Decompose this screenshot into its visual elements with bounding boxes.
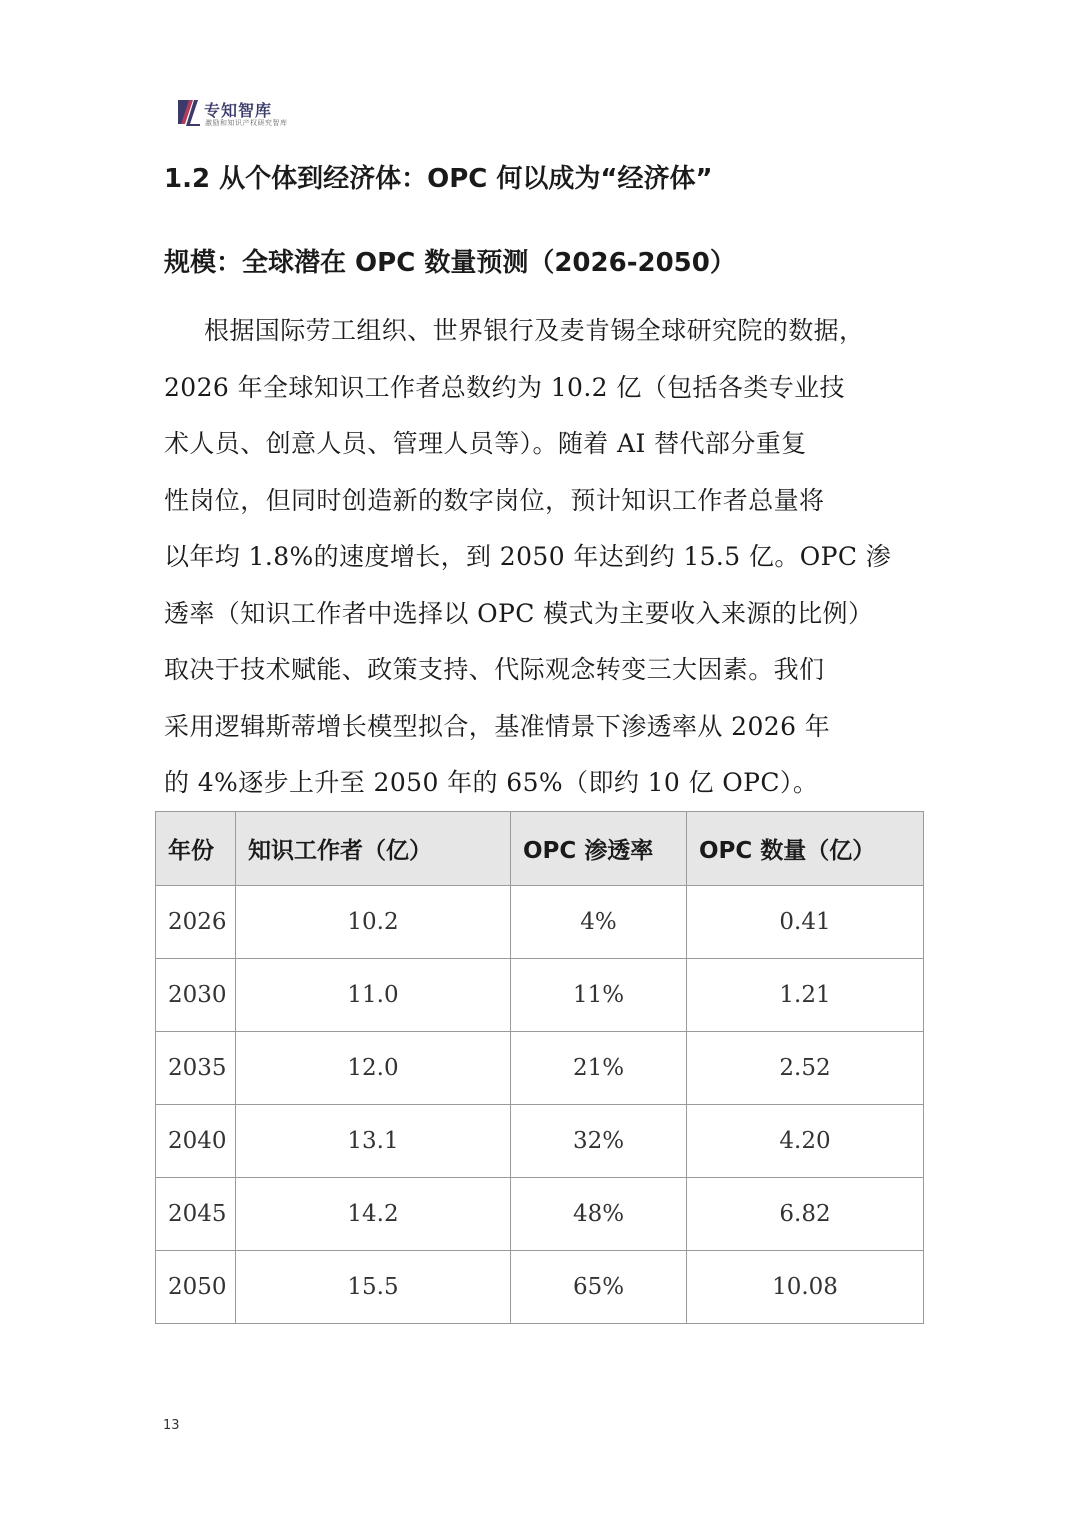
cell-year: 2045 — [156, 1178, 236, 1251]
cell-penetration-rate: 11% — [511, 959, 687, 1032]
table-header-row — [156, 812, 924, 886]
logo-name: 专知智库 — [204, 101, 273, 120]
cell-year: 2035 — [156, 1032, 236, 1105]
cell-opc-count: 6.82 — [687, 1178, 924, 1251]
brand-logo — [176, 97, 306, 131]
cell-knowledge-workers: 13.1 — [236, 1105, 511, 1178]
cell-knowledge-workers: 12.0 — [236, 1032, 511, 1105]
header-opc-count: OPC 数量（亿） — [687, 812, 924, 886]
header-knowledge-workers: 知识工作者（亿） — [236, 812, 511, 886]
cell-year: 2030 — [156, 959, 236, 1032]
logo-tagline: 激励和知识产权研究智库 — [205, 119, 288, 127]
cell-penetration-rate: 32% — [511, 1105, 687, 1178]
paragraph-line: 性岗位，但同时创造新的数字岗位，预计知识工作者总量将 — [164, 485, 825, 515]
section-title: 1.2 从个体到经济体：OPC 何以成为“经济体” — [164, 164, 713, 194]
table-row — [156, 1178, 924, 1251]
paragraph-line: 2026 年全球知识工作者总数约为 10.2 亿（包括各类专业技 — [164, 372, 845, 402]
cell-opc-count: 2.52 — [687, 1032, 924, 1105]
table-row — [156, 1251, 924, 1324]
cell-knowledge-workers: 10.2 — [236, 886, 511, 959]
cell-year: 2026 — [156, 886, 236, 959]
table-row — [156, 959, 924, 1032]
cell-year: 2040 — [156, 1105, 236, 1178]
paragraph-line: 根据国际劳工组织、世界银行及麦肯锡全球研究院的数据， — [204, 316, 865, 345]
paragraph-line: 以年均 1.8%的速度增长，到 2050 年达到约 15.5 亿。OPC 渗 — [164, 542, 892, 571]
cell-penetration-rate: 21% — [511, 1032, 687, 1105]
cell-knowledge-workers: 11.0 — [236, 959, 511, 1032]
logo-mark-icon — [176, 97, 204, 127]
table-row — [156, 1105, 924, 1178]
cell-knowledge-workers: 14.2 — [236, 1178, 511, 1251]
cell-opc-count: 1.21 — [687, 959, 924, 1032]
paragraph-line: 采用逻辑斯蒂增长模型拟合，基准情景下渗透率从 2026 年 — [164, 711, 831, 741]
paragraph-line: 术人员、创意人员、管理人员等）。随着 AI 替代部分重复 — [164, 429, 807, 458]
table-row — [156, 886, 924, 959]
body-paragraph — [164, 303, 924, 812]
table-row — [156, 1032, 924, 1105]
paragraph-line: 取决于技术赋能、政策支持、代际观念转变三大因素。我们 — [164, 655, 825, 684]
page-number: 13 — [163, 1418, 180, 1433]
cell-penetration-rate: 48% — [511, 1178, 687, 1251]
header-year: 年份 — [156, 812, 236, 886]
paragraph-line: 透率（知识工作者中选择以 OPC 模式为主要收入来源的比例） — [164, 598, 874, 628]
cell-year: 2050 — [156, 1251, 236, 1324]
header-penetration-rate: OPC 渗透率 — [511, 812, 687, 886]
cell-penetration-rate: 4% — [511, 886, 687, 959]
paragraph-line: 的 4%逐步上升至 2050 年的 65%（即约 10 亿 OPC）。 — [164, 768, 819, 797]
cell-opc-count: 0.41 — [687, 886, 924, 959]
cell-opc-count: 10.08 — [687, 1251, 924, 1324]
cell-knowledge-workers: 15.5 — [236, 1251, 511, 1324]
cell-penetration-rate: 65% — [511, 1251, 687, 1324]
cell-opc-count: 4.20 — [687, 1105, 924, 1178]
opc-forecast-table — [155, 811, 924, 1324]
sub-title: 规模：全球潜在 OPC 数量预测（2026-2050） — [164, 248, 736, 278]
